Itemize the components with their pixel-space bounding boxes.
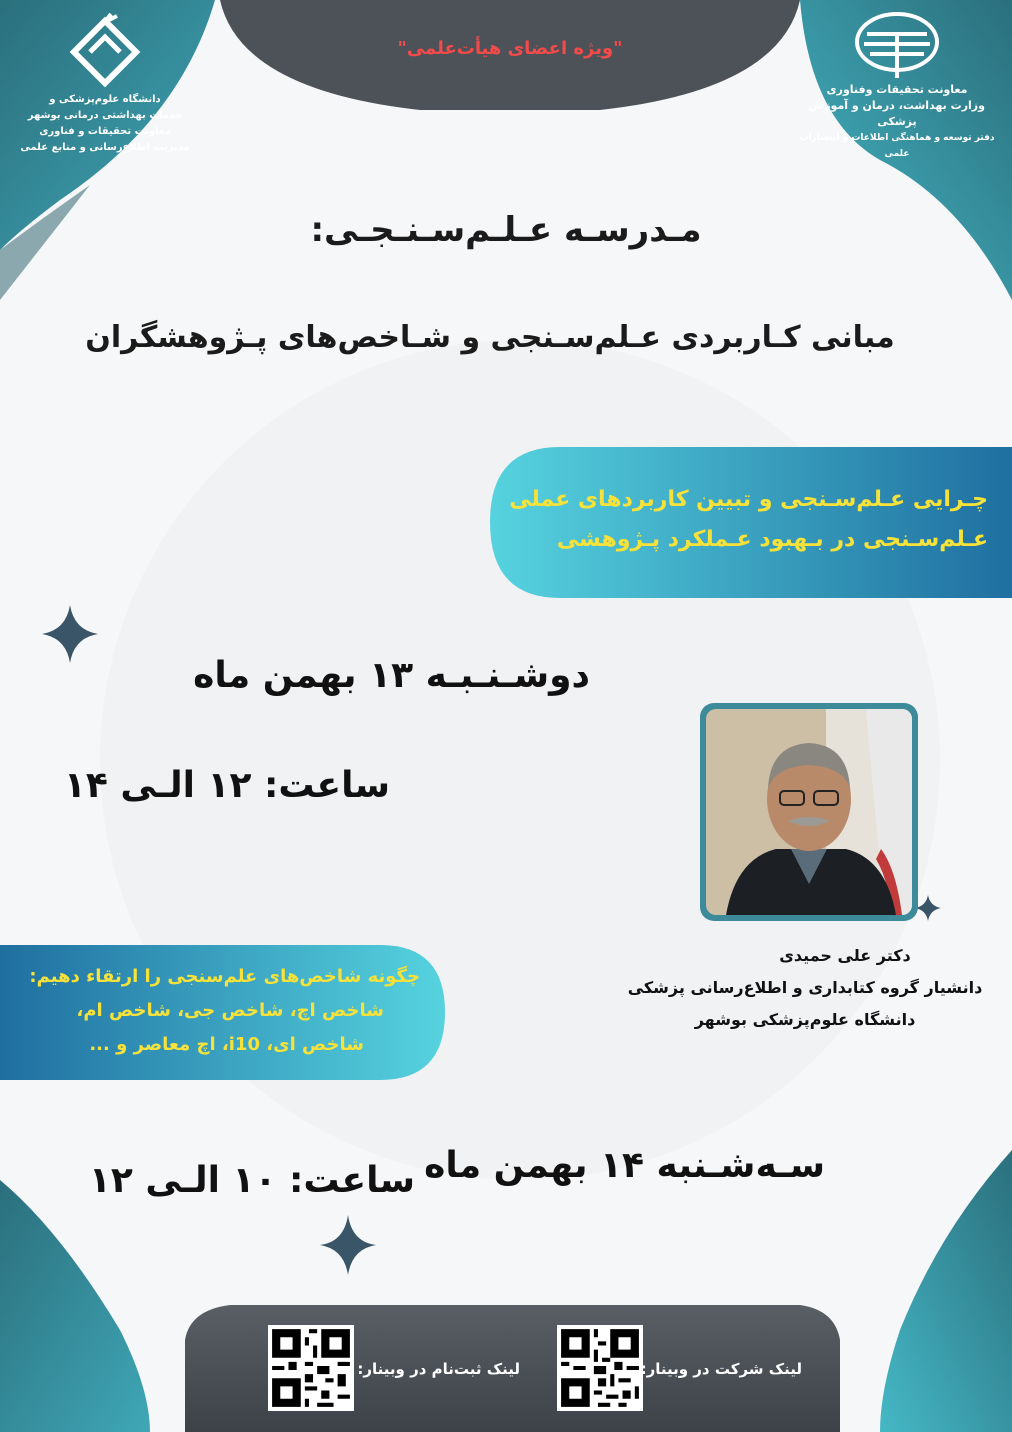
- right-logo: [792, 12, 1002, 162]
- join-qr-code-icon[interactable]: [557, 1325, 643, 1411]
- speaker-info: [600, 940, 1010, 1036]
- session2-time: ساعت: ۱۰ الـی ۱۲: [88, 1160, 415, 1201]
- session2-topic-line-1: چگونه شاخص‌های علم‌سنجی را ارتقاء دهیم:: [29, 966, 420, 987]
- session2-topic: [20, 960, 420, 1062]
- school-title: مـدرسـه عـلـم‌سـنـجـی:: [310, 210, 702, 250]
- speaker-name: دکتر علی حمیدی: [779, 946, 911, 965]
- register-link-label: لینک ثبت‌نام در وبینار:: [357, 1360, 520, 1378]
- speaker-position: دانشیار گروه کتابداری و اطلاع‌رسانی پزشکی: [627, 978, 983, 997]
- join-link-label: لینک شرکت در وبینار:: [640, 1360, 802, 1378]
- speaker-photo: [700, 703, 918, 921]
- subject-title: مبانی کـاربردی عـلم‌سـنجی و شـاخص‌های پـژوهشگران: [85, 320, 895, 355]
- session2-topic-line-3: شاخص ای، i10، اچ معاصر و ...: [89, 1034, 364, 1055]
- session2-date: سـه‌شـنبه ۱۴ بهمن ماه: [424, 1145, 825, 1186]
- register-qr-code-icon[interactable]: [268, 1325, 354, 1411]
- right-logo-line-1: معاونت تحقیقات و‌فناوری: [826, 83, 968, 96]
- session1-time: ساعت: ۱۲ الـی ۱۴: [63, 765, 390, 806]
- speaker-portrait-icon: [706, 709, 912, 915]
- right-logo-line-2: وزارت بهداشت، درمان و آموزش پزشکی: [809, 99, 985, 128]
- speaker-affiliation: دانشگاه علوم‌پزشکی بوشهر: [694, 1010, 916, 1029]
- left-logo: [20, 12, 190, 156]
- right-logo-line-3: دفتر توسعه و هماهنگی اطلاعات و انتشارات علمی: [799, 133, 995, 159]
- left-logo-line-3: معاونت تحقیقات و فناوری: [39, 126, 171, 137]
- ministry-logo-icon: [852, 12, 942, 82]
- session1-date: دوشـنـبـه ۱۳ بهمن ماه: [193, 655, 590, 696]
- left-logo-line-4: مدیریت اطلاع‌رسانی و منابع علمی: [20, 142, 190, 153]
- university-logo-icon: [65, 12, 145, 92]
- left-logo-line-1: دانشگاه علوم‌پزشکی و: [49, 94, 161, 105]
- session1-topic-line-1: چـرایی عـلم‌سـنجی و تبیین کاربردهای عملی: [509, 487, 988, 512]
- session1-topic: [500, 480, 988, 560]
- tag-line: "ویژه اعضای هیأت‌علمی": [397, 38, 623, 59]
- session1-topic-line-2: عـلم‌سـنجی در بـهبود عـملکرد پـژوهشی: [556, 527, 988, 552]
- session2-topic-line-2: شاخص اچ، شاخص جی، شاخص ام،: [76, 1000, 384, 1021]
- left-logo-line-2: خدمات بهداشتی درمانی بوشهر: [27, 110, 183, 121]
